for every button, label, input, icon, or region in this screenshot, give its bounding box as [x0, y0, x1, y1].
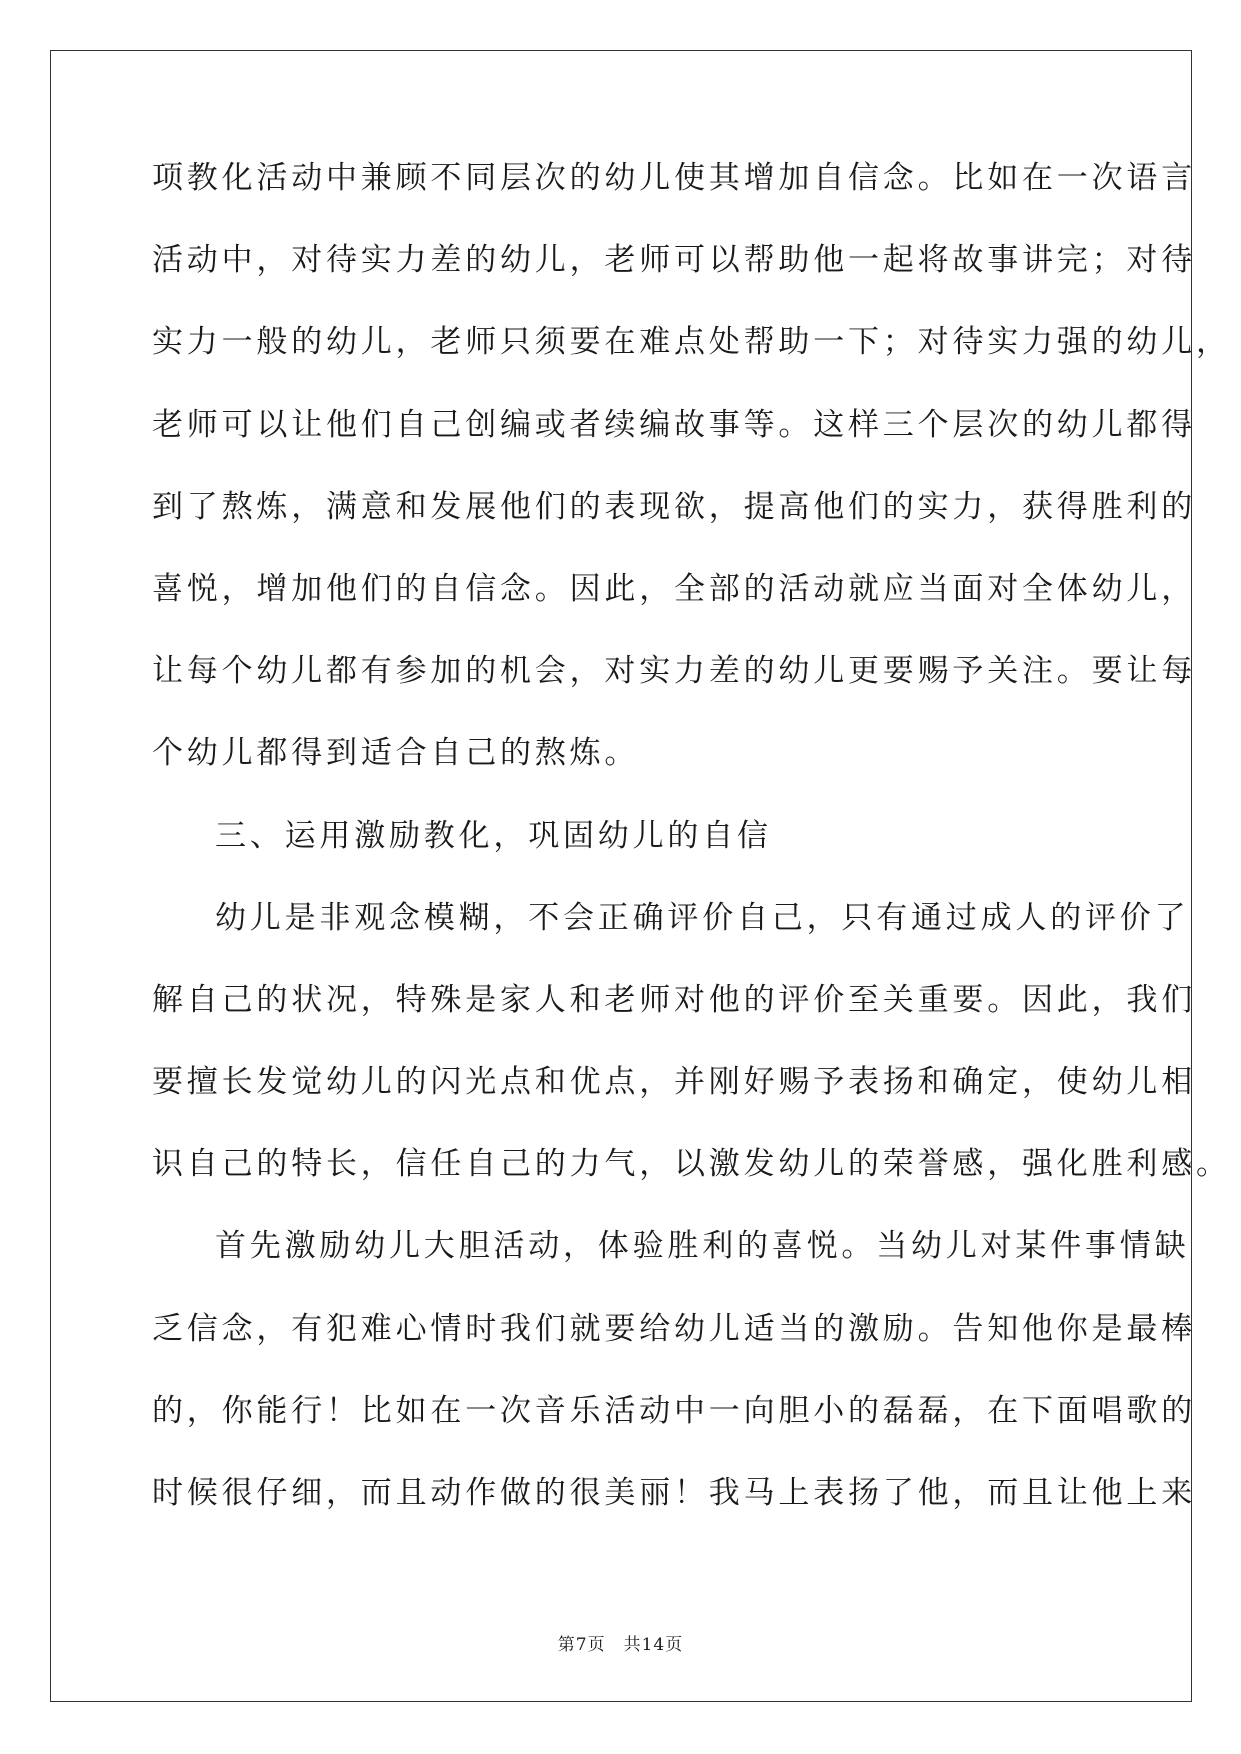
text-line: 到了熬炼，满意和发展他们的表现欲，提高他们的实力，获得胜利的 [152, 488, 1196, 525]
text-line: 要擅长发觉幼儿的闪光点和优点，并刚好赐予表扬和确定，使幼儿相 [152, 1064, 1196, 1101]
text-line: 时候很仔细，而且动作做的很美丽！我马上表扬了他，而且让他上来 [152, 1475, 1196, 1511]
text-line: 首先激励幼儿大胆活动，体验胜利的喜悦。当幼儿对某件事情缺 [215, 1228, 1190, 1265]
text-line: 活动中，对待实力差的幼儿，老师可以帮助他一起将故事讲完；对待 [152, 242, 1196, 279]
text-line: 个幼儿都得到适合自己的熬炼。 [152, 735, 640, 772]
document-body [152, 160, 1231, 1560]
section-heading: 三、运用激励教化，巩固幼儿的自信 [215, 817, 772, 854]
text-line: 项教化活动中兼顾不同层次的幼儿使其增加自信念。比如在一次语言 [152, 160, 1196, 196]
text-line: 乏信念，有犯难心情时我们就要给幼儿适当的激励。告知他你是最棒 [152, 1310, 1196, 1347]
page-total: 共14页 [623, 1635, 684, 1655]
text-line: 让每个幼儿都有参加的机会，对实力差的幼儿更要赐予关注。要让每 [152, 653, 1196, 690]
text-line: 幼儿是非观念模糊，不会正确评价自己，只有通过成人的评价了 [215, 899, 1190, 936]
page-footer [0, 1630, 1241, 1655]
text-line: 解自己的状况，特殊是家人和老师对他的评价至关重要。因此，我们 [152, 981, 1196, 1018]
text-line: 实力一般的幼儿，老师只须要在难点处帮助一下；对待实力强的幼儿， [152, 324, 1231, 361]
text-line: 识自己的特长，信任自己的力气，以激发幼儿的荣誉感，强化胜利感。 [152, 1146, 1231, 1183]
text-line: 老师可以让他们自己创编或者续编故事等。这样三个层次的幼儿都得 [152, 406, 1196, 443]
page-number: 第7页 [557, 1635, 606, 1655]
text-line: 的，你能行！比如在一次音乐活动中一向胆小的磊磊，在下面唱歌的 [152, 1392, 1196, 1429]
text-line: 喜悦，增加他们的自信念。因此，全部的活动就应当面对全体幼儿， [152, 570, 1196, 607]
